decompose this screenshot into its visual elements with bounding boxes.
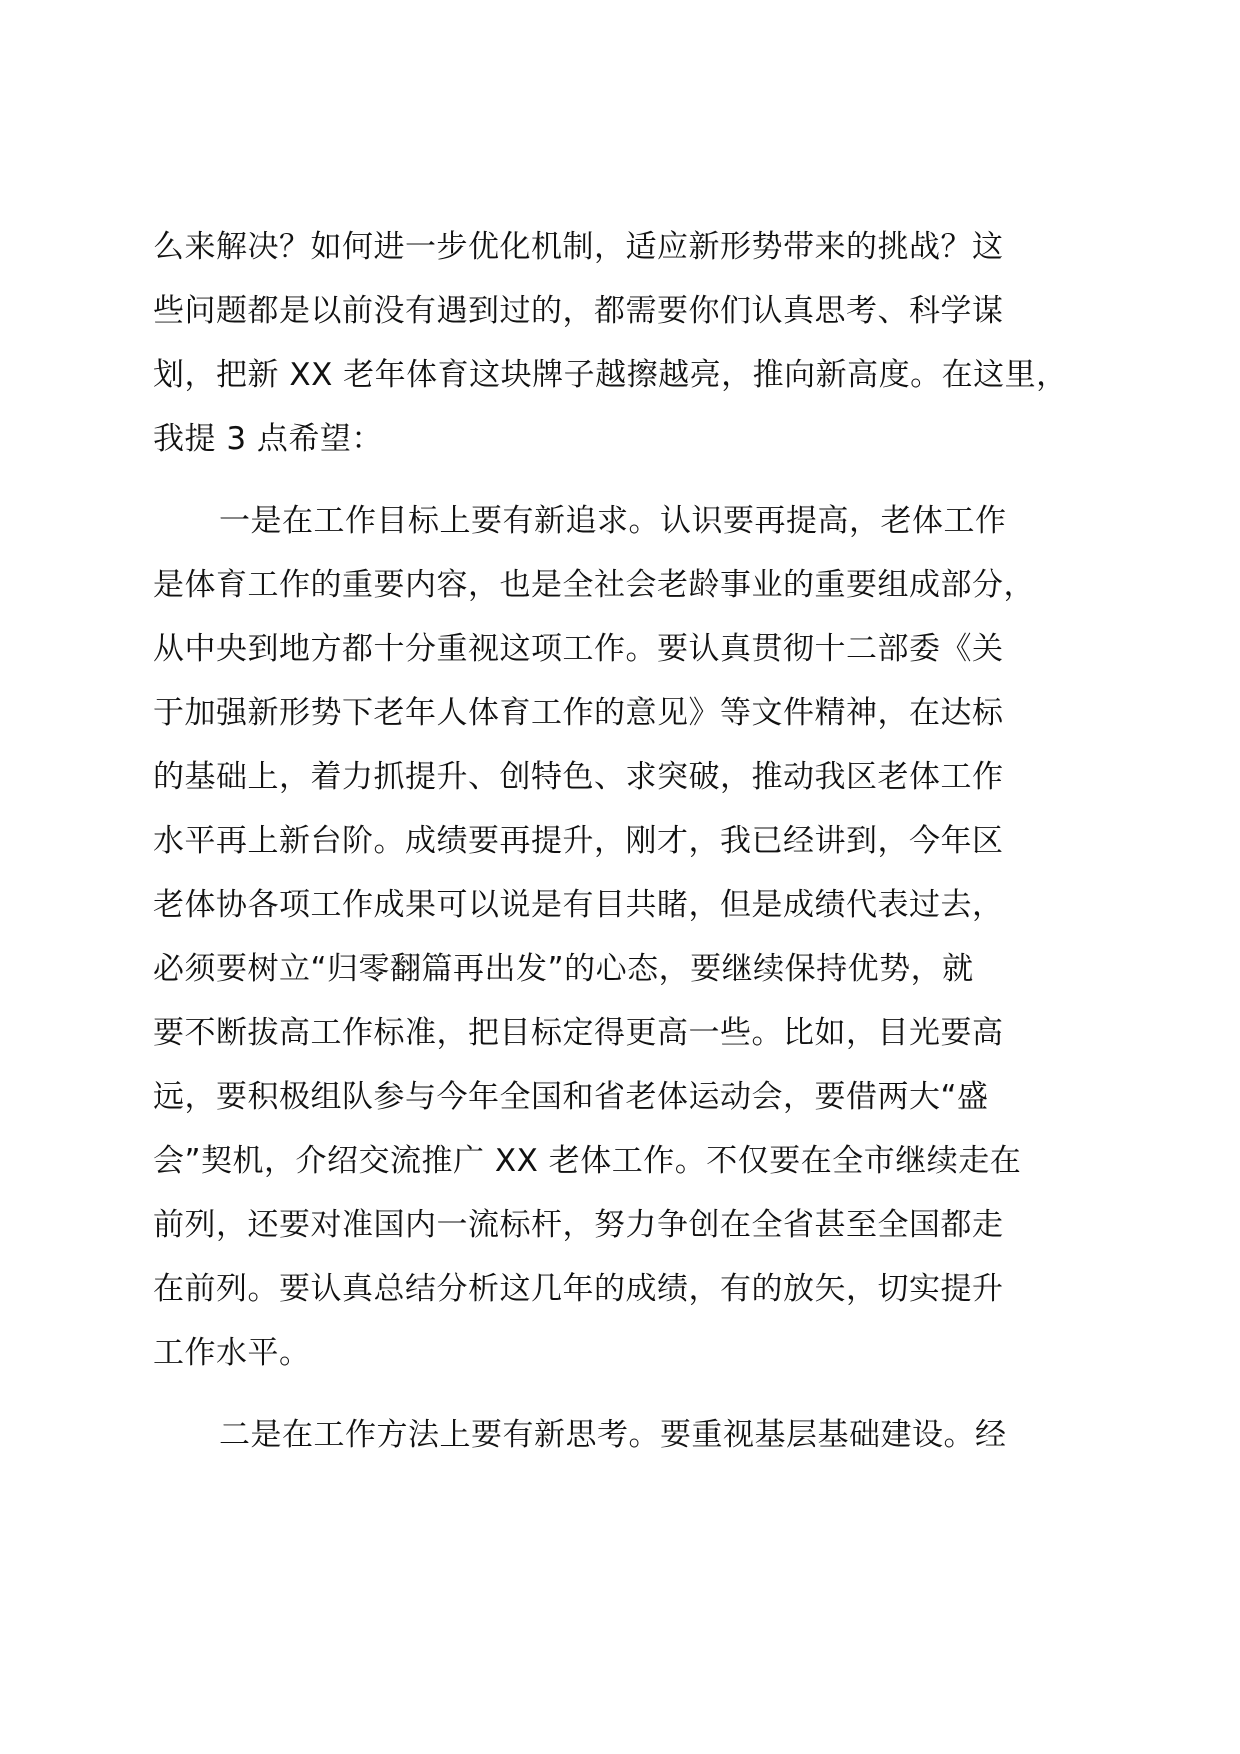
text-line: 么来解决？如何进一步优化机制，适应新形势带来的挑战？这 xyxy=(153,229,1004,265)
text-line: 划，把新 XX 老年体育这块牌子越擦越亮，推向新高度。在这里， xyxy=(153,357,1068,393)
text-line: 会”契机，介绍交流推广 XX 老体工作。不仅要在全市继续走在 xyxy=(153,1143,1022,1179)
text-line: 前列，还要对准国内一流标杆，努力争创在全省甚至全国都走 xyxy=(153,1207,1004,1243)
paragraph-point-one xyxy=(153,489,1093,1385)
text-line: 远，要积极组队参与今年全国和省老体运动会，要借两大“盛 xyxy=(153,1079,989,1115)
text-line: 于加强新形势下老年人体育工作的意见》等文件精神，在达标 xyxy=(153,695,1004,731)
text-line: 在前列。要认真总结分析这几年的成绩，有的放矢，切实提升 xyxy=(153,1271,1004,1307)
text-line: 的基础上，着力抓提升、创特色、求突破，推动我区老体工作 xyxy=(153,759,1004,795)
text-line: 些问题都是以前没有遇到过的，都需要你们认真思考、科学谋 xyxy=(153,293,1004,329)
paragraph-intro xyxy=(153,215,1093,471)
document-body xyxy=(153,215,1093,1467)
text-line: 必须要树立“归零翻篇再出发”的心态，要继续保持优势，就 xyxy=(153,951,974,987)
paragraph-spacer xyxy=(153,471,1093,489)
text-line: 一是在工作目标上要有新追求。认识要再提高，老体工作 xyxy=(219,503,1007,539)
text-line: 我提 3 点希望： xyxy=(153,421,383,457)
text-line: 要不断拔高工作标准，把目标定得更高一些。比如，目光要高 xyxy=(153,1015,1004,1051)
text-line: 工作水平。 xyxy=(153,1335,311,1371)
text-line: 是体育工作的重要内容，也是全社会老龄事业的重要组成部分， xyxy=(153,567,1035,603)
text-line: 二是在工作方法上要有新思考。要重视基层基础建设。经 xyxy=(219,1417,1007,1453)
text-line: 老体协各项工作成果可以说是有目共睹，但是成绩代表过去， xyxy=(153,887,1004,923)
paragraph-point-two xyxy=(153,1403,1093,1467)
paragraph-spacer xyxy=(153,1385,1093,1403)
text-line: 从中央到地方都十分重视这项工作。要认真贯彻十二部委《关 xyxy=(153,631,1004,667)
text-line: 水平再上新台阶。成绩要再提升，刚才，我已经讲到，今年区 xyxy=(153,823,1004,859)
